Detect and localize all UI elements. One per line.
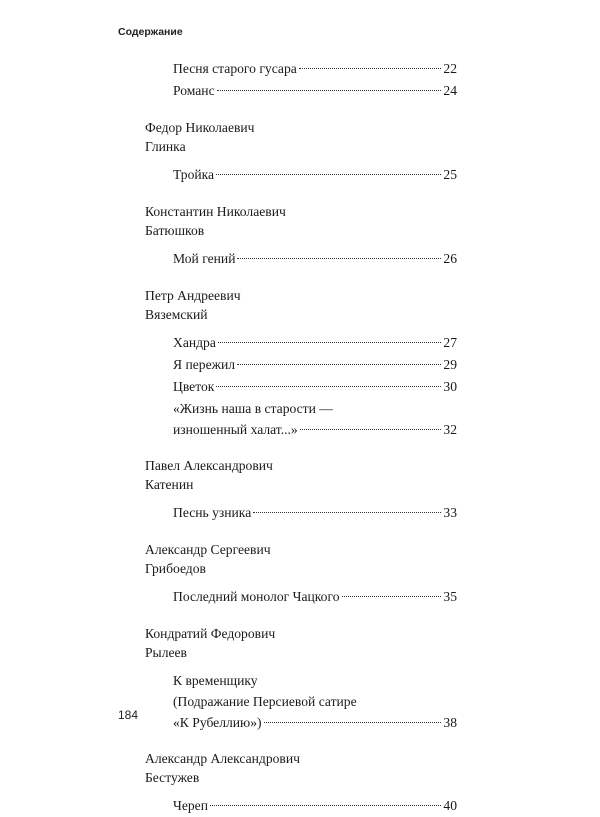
dot-leader xyxy=(218,342,442,343)
toc-entry-title: Последний монолог Чацкого xyxy=(173,589,340,604)
toc-entry[interactable] xyxy=(145,670,457,733)
author-first-name: Федор Николаевич xyxy=(145,120,255,135)
toc-entry-page: 24 xyxy=(443,83,457,98)
toc-entry-title-line: изношенный халат...» xyxy=(173,422,298,437)
author-heading xyxy=(145,749,457,787)
toc-entry[interactable] xyxy=(145,502,457,524)
author-heading xyxy=(145,118,457,156)
author-first-name: Павел Александрович xyxy=(145,458,273,473)
toc-entry-title-line: «К Рубеллию») xyxy=(173,715,262,730)
author-heading xyxy=(145,540,457,578)
dot-leader xyxy=(216,386,441,387)
dot-leader xyxy=(342,596,442,597)
author-last-name: Батюшков xyxy=(145,223,205,238)
toc-entry[interactable] xyxy=(145,80,457,102)
author-last-name: Грибоедов xyxy=(145,561,206,576)
toc-entry[interactable] xyxy=(145,795,457,817)
toc-entry[interactable] xyxy=(145,248,457,270)
toc-entry[interactable] xyxy=(145,58,457,80)
toc-entry-title: Мой гений xyxy=(173,251,236,266)
toc-entry[interactable] xyxy=(145,398,457,440)
author-last-name: Глинка xyxy=(145,139,186,154)
toc-entry[interactable] xyxy=(145,376,457,398)
dot-leader xyxy=(216,174,441,175)
toc-entry[interactable] xyxy=(145,164,457,186)
dot-leader xyxy=(210,805,441,806)
author-heading xyxy=(145,624,457,662)
toc-entry-page: 30 xyxy=(443,379,457,394)
dot-leader xyxy=(237,364,441,365)
toc-entry-title: Песнь узника xyxy=(173,505,252,520)
author-first-name: Петр Андреевич xyxy=(145,288,241,303)
toc-entry-title-line: К временщику xyxy=(173,673,258,688)
toc-entry-title: Цветок xyxy=(173,379,215,394)
toc-entry-page: 26 xyxy=(443,251,457,266)
running-head: Содержание xyxy=(118,26,183,38)
toc-entry[interactable] xyxy=(145,586,457,608)
toc-entry-title: Песня старого гусара xyxy=(173,61,297,76)
toc-entry-page: 25 xyxy=(443,167,457,182)
author-last-name: Бестужев xyxy=(145,770,200,785)
toc-entry-page: 38 xyxy=(443,715,457,730)
dot-leader xyxy=(300,429,442,430)
toc-entry-title: Романс xyxy=(173,83,215,98)
author-first-name: Константин Николаевич xyxy=(145,204,286,219)
toc-entry-page: 40 xyxy=(443,798,457,813)
page-number: 184 xyxy=(118,708,139,722)
table-of-contents xyxy=(145,58,457,817)
toc-entry[interactable] xyxy=(145,354,457,376)
toc-entry-title: Череп xyxy=(173,798,208,813)
author-heading xyxy=(145,456,457,494)
author-last-name: Катенин xyxy=(145,477,194,492)
author-heading xyxy=(145,202,457,240)
toc-entry-page: 29 xyxy=(443,357,457,372)
toc-entry-page: 27 xyxy=(443,335,457,350)
toc-entry-page: 22 xyxy=(443,61,457,76)
author-last-name: Вяземский xyxy=(145,307,208,322)
toc-entry-page: 33 xyxy=(443,505,457,520)
toc-entry-page: 32 xyxy=(443,422,457,437)
dot-leader xyxy=(264,722,442,723)
dot-leader xyxy=(253,512,441,513)
toc-entry[interactable] xyxy=(145,332,457,354)
author-last-name: Рылеев xyxy=(145,645,187,660)
dot-leader xyxy=(237,258,441,259)
toc-entry-title-line: (Подражание Персиевой сатире xyxy=(173,694,357,709)
toc-entry-title: Тройка xyxy=(173,167,215,182)
author-first-name: Александр Сергеевич xyxy=(145,542,271,557)
toc-entry-title-line: «Жизнь наша в старости — xyxy=(173,401,333,416)
author-first-name: Александр Александрович xyxy=(145,751,300,766)
toc-entry-page: 35 xyxy=(443,589,457,604)
toc-entry-title: Я пережил xyxy=(173,357,236,372)
author-heading xyxy=(145,286,457,324)
dot-leader xyxy=(299,68,442,69)
toc-entry-title: Хандра xyxy=(173,335,216,350)
dot-leader xyxy=(217,90,442,91)
author-first-name: Кондратий Федорович xyxy=(145,626,276,641)
